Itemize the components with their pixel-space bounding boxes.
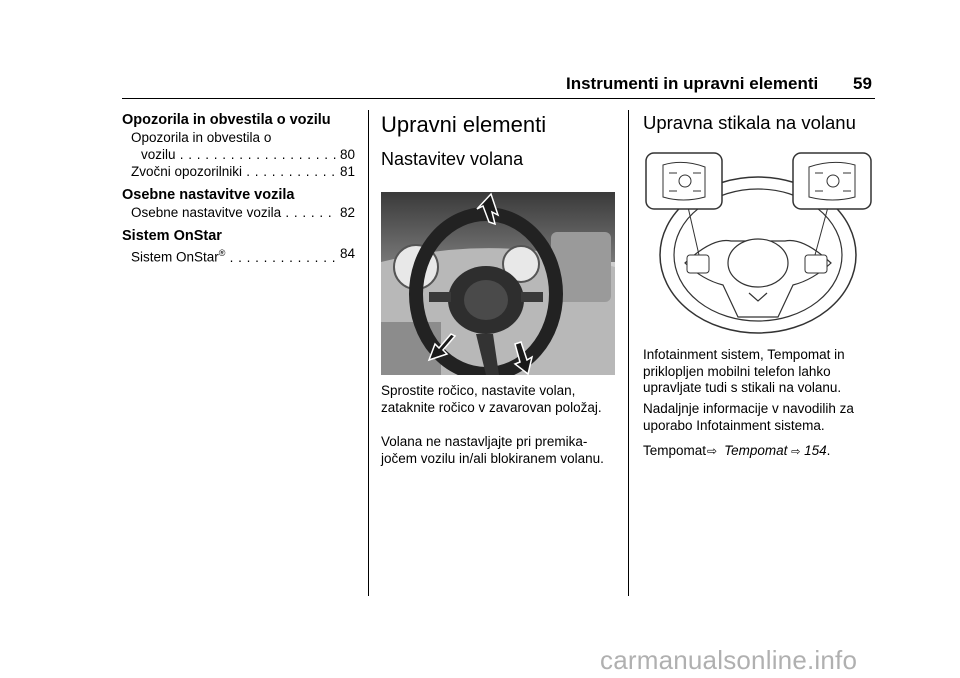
running-header-title: Instrumenti in upravni elementi [566,74,819,93]
toc-entry-page: 81 [339,164,355,179]
left-control-cluster [663,162,705,200]
reference-page[interactable]: 154 [804,443,827,458]
arrow-down-icon [515,342,532,374]
toc-heading[interactable]: Opozorila in obvestila o vozilu [122,112,331,128]
adjustment-arrows [381,192,615,375]
column-divider-2 [628,110,629,596]
page-number: 59 [853,74,872,93]
toc-entry[interactable] [122,204,355,221]
toc-entry-page: 82 [339,205,355,220]
paragraph: Volana ne nastavljajte pri premika-jočem vozilu in/ali blokiranem volanu. [381,434,604,466]
steering-wheel-controls-illustration [643,145,873,335]
toc-entry-label: Zvočni opozorilniki . . . [131,163,337,180]
column-divider-1 [368,110,369,596]
section-title: Upravna stikala na volanu [643,112,856,133]
paragraph: Infotainment sistem, Tempomat in priklopljen mobilni telefon lahko upravljate tudi s stikali na volanu. [643,347,845,395]
reference-link[interactable]: Tempomat [724,443,788,458]
reference-arrow-icon: ⇨ [707,444,718,458]
reference-prefix: Tempomat [643,443,707,458]
reference-suffix: . [826,443,831,458]
paragraph: Sprostite ročico, nastavite volan, zataknite ročico v zavarovan položaj. [381,383,602,415]
toc-entry-label: Osebne nastavitve vozila . . . [131,204,337,221]
page-ref-arrow-icon: ⇨ [791,446,801,458]
toc-heading[interactable]: Sistem OnStar [122,228,222,244]
registered-mark: ® [218,248,226,258]
toc-entry-page: 84 [339,246,355,261]
toc-section [122,111,355,180]
toc-entry[interactable] [122,146,355,163]
toc-entry-line[interactable]: Opozorila in obvestila o [131,130,272,145]
cross-reference [643,443,873,461]
toc-section [122,186,355,221]
header-rule [122,98,875,99]
toc-entry-page: 80 [339,147,355,162]
right-control-cluster [809,162,855,200]
section-title: Upravni elementi [381,112,547,137]
subsection-title: Nastavitev volana [381,149,524,169]
toc-heading[interactable]: Osebne nastavitve vozila [122,187,295,203]
toc-section [122,227,355,266]
toc-entry[interactable] [122,245,355,266]
toc [122,111,355,272]
toc-entry[interactable] [122,163,355,180]
toc-entry-label: Sistem OnStar® . . . [131,245,337,266]
arrow-up-icon [477,194,498,224]
watermark: carmanualsonline.info [600,645,858,675]
toc-entry-label: vozilu . . . [141,146,337,163]
paragraph: Nadaljnje informacije v navodilih za uporabo Infotainment sistema. [643,401,854,433]
arrow-down-left-icon [429,334,455,360]
